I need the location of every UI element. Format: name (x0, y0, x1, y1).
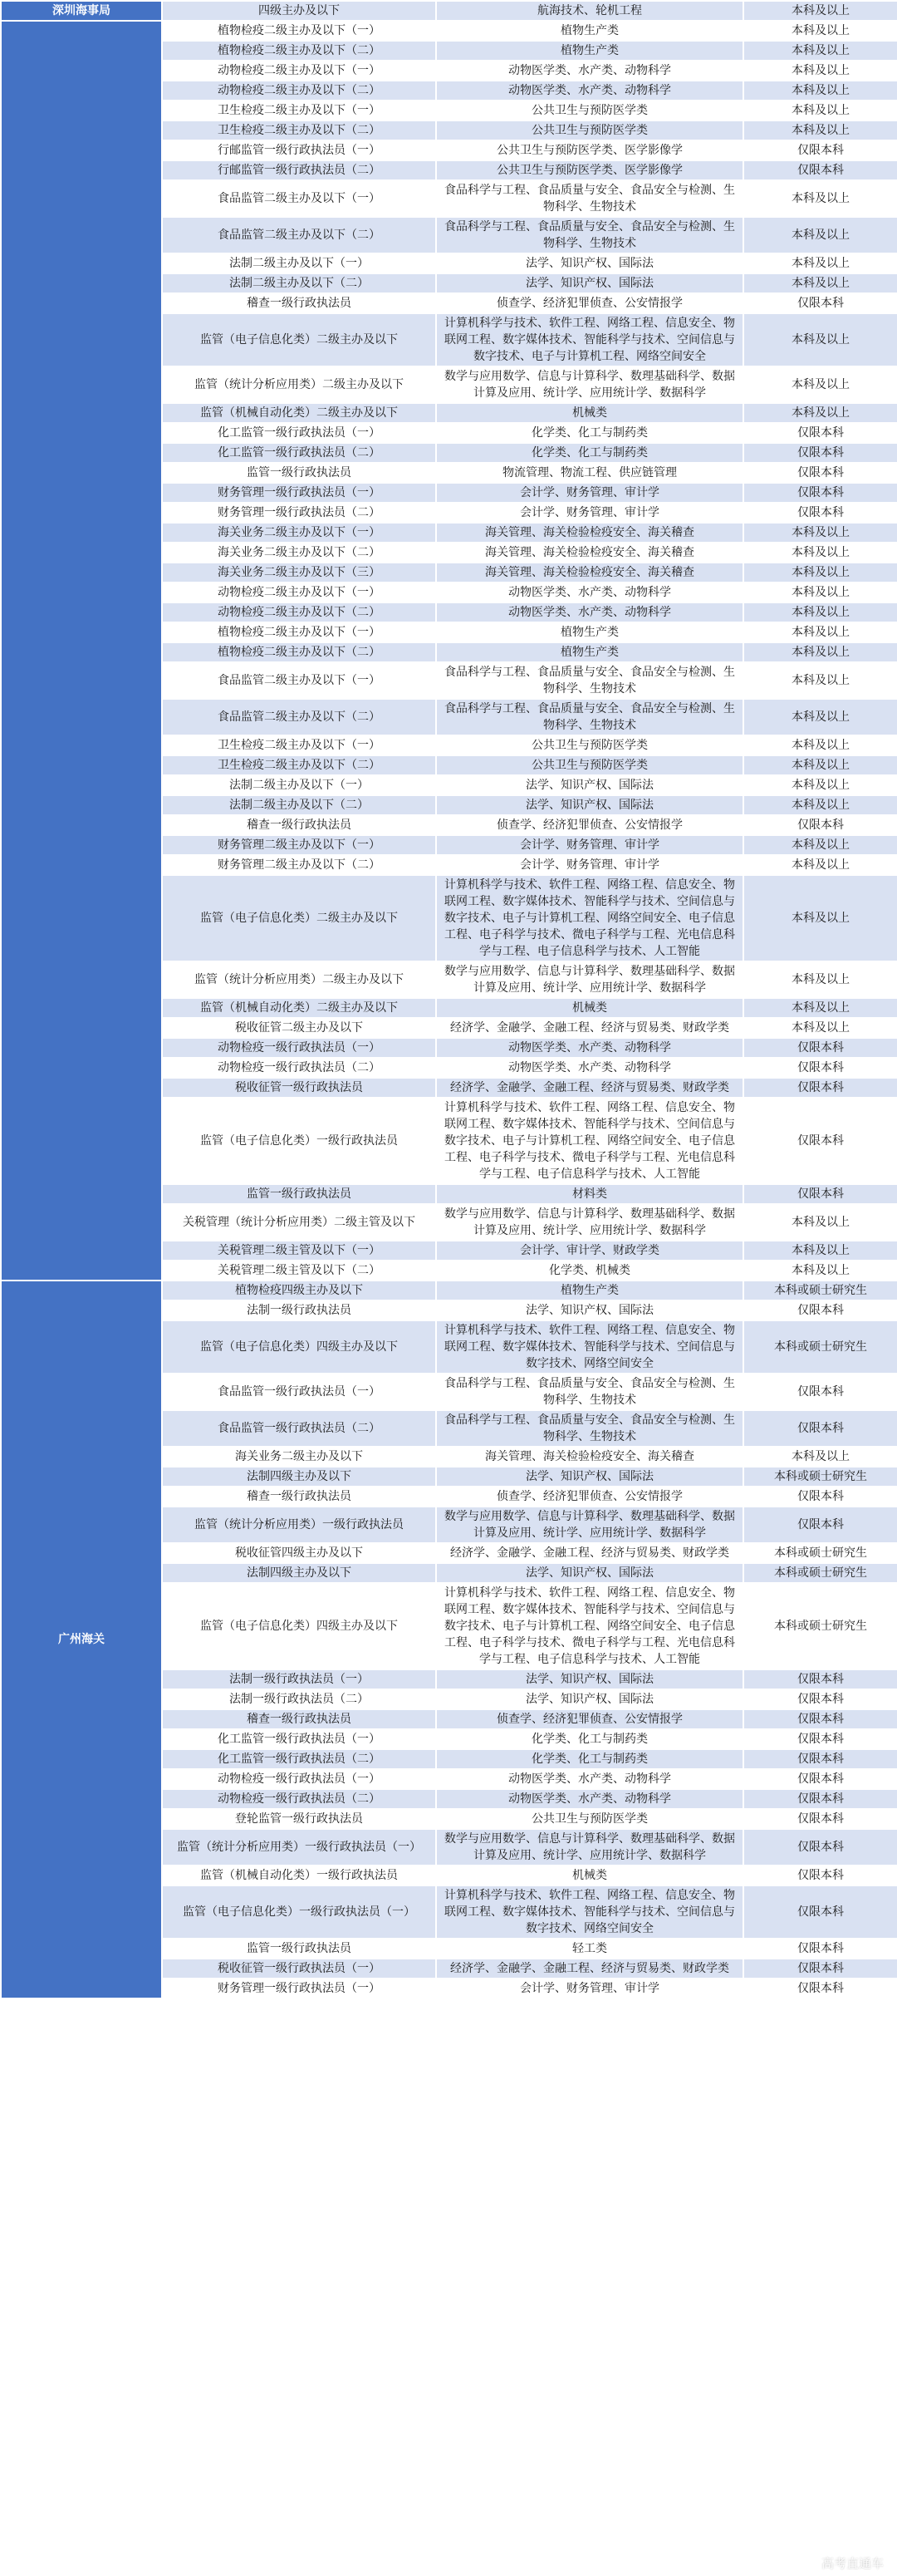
education-cell: 本科及以上 (743, 1204, 897, 1241)
major-cell: 法学、知识产权、国际法 (436, 1689, 743, 1709)
education-cell: 仅限本科 (743, 1689, 897, 1709)
position-cell: 动物检疫二级主办及以下（一） (162, 583, 436, 602)
major-cell: 法学、知识产权、国际法 (436, 273, 743, 293)
major-cell: 植物生产类 (436, 622, 743, 642)
position-cell: 监管（电子信息化类）二级主办及以下 (162, 875, 436, 961)
education-cell: 仅限本科 (743, 1410, 897, 1447)
major-cell: 食品科学与工程、食品质量与安全、食品安全与检测、生物科学、生物技术 (436, 217, 743, 253)
major-cell: 侦查学、经济犯罪侦查、公安情报学 (436, 1487, 743, 1507)
major-cell: 会计学、财务管理、审计学 (436, 1979, 743, 1998)
department-name: 深圳海事局 (1, 1, 162, 21)
major-cell: 会计学、财务管理、审计学 (436, 483, 743, 503)
major-cell: 机械类 (436, 998, 743, 1018)
position-cell: 登轮监管一级行政执法员 (162, 1809, 436, 1829)
education-cell: 仅限本科 (743, 483, 897, 503)
education-cell: 本科及以上 (743, 273, 897, 293)
position-cell: 法制二级主办及以下（一） (162, 253, 436, 273)
position-cell: 财务管理二级主办及以下（二） (162, 855, 436, 875)
major-cell: 计算机科学与技术、软件工程、网络工程、信息安全、物联网工程、数字媒体技术、智能科学与技术、空间信息与数字技术、电子与计算机工程、网络空间安全、电子信息工程、电子科学与技术、微电子科学与工程、光电信息科学与工程、电子信息科学与技术、人工智能 (436, 1098, 743, 1184)
major-cell: 材料类 (436, 1184, 743, 1204)
major-cell: 食品科学与工程、食品质量与安全、食品安全与检测、生物科学、生物技术 (436, 699, 743, 735)
position-cell: 食品监管二级主办及以下（二） (162, 217, 436, 253)
education-cell: 本科及以上 (743, 755, 897, 775)
major-cell: 化学类、化工与制药类 (436, 423, 743, 443)
position-cell: 监管（电子信息化类）四级主办及以下 (162, 1583, 436, 1669)
position-cell: 法制二级主办及以下（二） (162, 795, 436, 815)
position-cell: 监管（统计分析应用类）二级主办及以下 (162, 366, 436, 403)
position-cell: 食品监管一级行政执法员（一） (162, 1374, 436, 1410)
major-cell: 经济学、金融学、金融工程、经济与贸易类、财政学类 (436, 1078, 743, 1098)
major-cell: 法学、知识产权、国际法 (436, 1669, 743, 1689)
education-cell: 仅限本科 (743, 1058, 897, 1078)
education-cell: 本科或硕士研究生 (743, 1583, 897, 1669)
position-cell: 监管（机械自动化类）二级主办及以下 (162, 403, 436, 423)
education-cell: 本科及以上 (743, 101, 897, 120)
major-cell: 化学类、化工与制药类 (436, 1749, 743, 1769)
position-cell: 食品监管一级行政执法员（二） (162, 1410, 436, 1447)
major-cell: 物流管理、物流工程、供应链管理 (436, 463, 743, 483)
major-cell: 会计学、财务管理、审计学 (436, 855, 743, 875)
position-cell: 化工监管一级行政执法员（二） (162, 1749, 436, 1769)
education-cell: 本科及以上 (743, 41, 897, 61)
position-cell: 海关业务二级主办及以下（二） (162, 543, 436, 563)
position-cell: 法制四级主办及以下 (162, 1467, 436, 1487)
education-cell: 仅限本科 (743, 1829, 897, 1866)
department-name: 广州海关 (1, 1281, 162, 1998)
major-cell: 海关管理、海关检验检疫安全、海关稽查 (436, 543, 743, 563)
education-cell: 本科及以上 (743, 81, 897, 101)
major-cell: 计算机科学与技术、软件工程、网络工程、信息安全、物联网工程、数字媒体技术、智能科学与技术、空间信息与数字技术、电子与计算机工程、网络空间安全、电子信息工程、电子科学与技术、微电子科学与工程、光电信息科学与工程、电子信息科学与技术、人工智能 (436, 875, 743, 961)
position-cell: 海关业务二级主办及以下（三） (162, 563, 436, 583)
position-cell: 税收征管二级主办及以下 (162, 1018, 436, 1038)
major-cell: 数学与应用数学、信息与计算科学、数理基础科学、数据计算及应用、统计学、应用统计学、数据科学 (436, 1507, 743, 1543)
major-cell: 侦查学、经济犯罪侦查、公安情报学 (436, 1709, 743, 1729)
education-cell: 本科及以上 (743, 998, 897, 1018)
major-cell: 食品科学与工程、食品质量与安全、食品安全与检测、生物科学、生物技术 (436, 180, 743, 217)
position-cell: 化工监管一级行政执法员（二） (162, 443, 436, 463)
position-cell: 动物检疫二级主办及以下（一） (162, 61, 436, 81)
education-cell: 仅限本科 (743, 1769, 897, 1789)
major-cell: 法学、知识产权、国际法 (436, 775, 743, 795)
education-cell: 仅限本科 (743, 1729, 897, 1749)
major-cell: 公共卫生与预防医学类 (436, 735, 743, 755)
education-cell: 本科及以上 (743, 366, 897, 403)
education-cell: 本科或硕士研究生 (743, 1563, 897, 1583)
major-cell: 化学类、机械类 (436, 1261, 743, 1281)
education-cell: 本科及以上 (743, 120, 897, 140)
major-cell: 公共卫生与预防医学类、医学影像学 (436, 140, 743, 160)
education-cell: 仅限本科 (743, 503, 897, 523)
table-row (1, 1, 897, 21)
position-cell: 动物检疫二级主办及以下（二） (162, 81, 436, 101)
education-cell: 仅限本科 (743, 1038, 897, 1058)
major-cell: 数学与应用数学、信息与计算科学、数理基础科学、数据计算及应用、统计学、应用统计学、数据科学 (436, 1829, 743, 1866)
education-cell: 仅限本科 (743, 1939, 897, 1959)
education-cell: 本科及以上 (743, 622, 897, 642)
education-cell: 本科及以上 (743, 1261, 897, 1281)
major-cell: 植物生产类 (436, 642, 743, 662)
major-cell: 公共卫生与预防医学类 (436, 101, 743, 120)
education-cell: 本科及以上 (743, 795, 897, 815)
position-cell: 法制四级主办及以下 (162, 1563, 436, 1583)
table-row (1, 1281, 897, 1300)
major-cell: 动物医学类、水产类、动物科学 (436, 1038, 743, 1058)
position-cell: 监管（统计分析应用类）一级行政执法员 (162, 1507, 436, 1543)
major-cell: 数学与应用数学、信息与计算科学、数理基础科学、数据计算及应用、统计学、应用统计学、数据科学 (436, 366, 743, 403)
major-cell: 法学、知识产权、国际法 (436, 795, 743, 815)
position-cell: 监管一级行政执法员 (162, 463, 436, 483)
education-cell: 本科及以上 (743, 961, 897, 998)
education-cell: 仅限本科 (743, 1669, 897, 1689)
education-cell: 本科及以上 (743, 775, 897, 795)
major-cell: 食品科学与工程、食品质量与安全、食品安全与检测、生物科学、生物技术 (436, 1410, 743, 1447)
education-cell: 本科及以上 (743, 180, 897, 217)
position-cell: 财务管理一级行政执法员（一） (162, 1979, 436, 1998)
education-cell: 本科及以上 (743, 217, 897, 253)
position-cell: 动物检疫一级行政执法员（二） (162, 1058, 436, 1078)
position-cell: 关税管理二级主管及以下（一） (162, 1241, 436, 1261)
major-cell: 法学、知识产权、国际法 (436, 1467, 743, 1487)
position-cell: 植物检疫二级主办及以下（二） (162, 41, 436, 61)
position-cell: 植物检疫二级主办及以下（二） (162, 642, 436, 662)
major-cell: 航海技术、轮机工程 (436, 1, 743, 21)
education-cell: 仅限本科 (743, 1885, 897, 1939)
education-cell: 本科或硕士研究生 (743, 1543, 897, 1563)
education-cell: 本科及以上 (743, 563, 897, 583)
major-cell: 经济学、金融学、金融工程、经济与贸易类、财政学类 (436, 1018, 743, 1038)
major-cell: 经济学、金融学、金融工程、经济与贸易类、财政学类 (436, 1959, 743, 1979)
education-cell: 本科及以上 (743, 642, 897, 662)
education-cell: 本科或硕士研究生 (743, 1281, 897, 1300)
major-cell: 数学与应用数学、信息与计算科学、数理基础科学、数据计算及应用、统计学、应用统计学、数据科学 (436, 961, 743, 998)
education-cell: 仅限本科 (743, 1789, 897, 1809)
education-cell: 仅限本科 (743, 1507, 897, 1543)
education-cell: 本科及以上 (743, 699, 897, 735)
education-cell: 本科及以上 (743, 1241, 897, 1261)
position-cell: 稽查一级行政执法员 (162, 1709, 436, 1729)
position-cell: 化工监管一级行政执法员（一） (162, 1729, 436, 1749)
education-cell: 仅限本科 (743, 1184, 897, 1204)
education-cell: 仅限本科 (743, 1374, 897, 1410)
education-cell: 本科及以上 (743, 313, 897, 366)
education-cell: 本科或硕士研究生 (743, 1320, 897, 1374)
education-cell: 本科及以上 (743, 662, 897, 699)
education-cell: 本科及以上 (743, 61, 897, 81)
position-cell: 法制一级行政执法员（一） (162, 1669, 436, 1689)
position-cell: 关税管理（统计分析应用类）二级主管及以下 (162, 1204, 436, 1241)
education-cell: 仅限本科 (743, 1300, 897, 1320)
position-cell: 关税管理二级主管及以下（二） (162, 1261, 436, 1281)
education-cell: 仅限本科 (743, 1749, 897, 1769)
education-cell: 本科及以上 (743, 21, 897, 41)
major-cell: 计算机科学与技术、软件工程、网络工程、信息安全、物联网工程、数字媒体技术、智能科学与技术、空间信息与数字技术、电子与计算机工程、网络空间安全、电子信息工程、电子科学与技术、微电子科学与工程、光电信息科学与工程、电子信息科学与技术、人工智能 (436, 1583, 743, 1669)
major-cell: 经济学、金融学、金融工程、经济与贸易类、财政学类 (436, 1543, 743, 1563)
position-cell: 法制二级主办及以下（一） (162, 775, 436, 795)
major-cell: 机械类 (436, 403, 743, 423)
position-cell: 税收征管四级主办及以下 (162, 1543, 436, 1563)
major-cell: 计算机科学与技术、软件工程、网络工程、信息安全、物联网工程、数字媒体技术、智能科学与技术、空间信息与数字技术、电子与计算机工程、网络空间安全 (436, 313, 743, 366)
position-cell: 食品监管二级主办及以下（二） (162, 699, 436, 735)
major-cell: 公共卫生与预防医学类 (436, 1809, 743, 1829)
major-cell: 动物医学类、水产类、动物科学 (436, 583, 743, 602)
major-cell: 化学类、化工与制药类 (436, 443, 743, 463)
position-cell: 法制一级行政执法员（二） (162, 1689, 436, 1709)
education-cell: 本科或硕士研究生 (743, 1467, 897, 1487)
position-cell: 动物检疫二级主办及以下（二） (162, 602, 436, 622)
position-cell: 监管（机械自动化类）一级行政执法员 (162, 1866, 436, 1885)
education-cell: 仅限本科 (743, 443, 897, 463)
education-cell: 仅限本科 (743, 1098, 897, 1184)
major-cell: 化学类、化工与制药类 (436, 1729, 743, 1749)
major-cell: 会计学、财务管理、审计学 (436, 503, 743, 523)
major-cell: 计算机科学与技术、软件工程、网络工程、信息安全、物联网工程、数字媒体技术、智能科学与技术、空间信息与数字技术、网络空间安全 (436, 1320, 743, 1374)
major-cell: 动物医学类、水产类、动物科学 (436, 1058, 743, 1078)
education-cell: 仅限本科 (743, 1959, 897, 1979)
position-cell: 四级主办及以下 (162, 1, 436, 21)
position-cell: 财务管理二级主办及以下（一） (162, 835, 436, 855)
position-cell: 卫生检疫二级主办及以下（一） (162, 101, 436, 120)
position-cell: 法制二级主办及以下（二） (162, 273, 436, 293)
education-cell: 本科及以上 (743, 875, 897, 961)
education-cell: 本科及以上 (743, 403, 897, 423)
major-cell: 机械类 (436, 1866, 743, 1885)
major-cell: 轻工类 (436, 1939, 743, 1959)
education-cell: 仅限本科 (743, 1809, 897, 1829)
position-cell: 监管（统计分析应用类）二级主办及以下 (162, 961, 436, 998)
position-cell: 财务管理一级行政执法员（一） (162, 483, 436, 503)
major-cell: 会计学、审计学、财政学类 (436, 1241, 743, 1261)
position-cell: 监管（电子信息化类）四级主办及以下 (162, 1320, 436, 1374)
major-cell: 法学、知识产权、国际法 (436, 1563, 743, 1583)
education-cell: 仅限本科 (743, 1979, 897, 1998)
education-cell: 仅限本科 (743, 1709, 897, 1729)
major-cell: 数学与应用数学、信息与计算科学、数理基础科学、数据计算及应用、统计学、应用统计学、数据科学 (436, 1204, 743, 1241)
position-cell: 法制一级行政执法员 (162, 1300, 436, 1320)
major-cell: 侦查学、经济犯罪侦查、公安情报学 (436, 293, 743, 313)
major-cell: 食品科学与工程、食品质量与安全、食品安全与检测、生物科学、生物技术 (436, 1374, 743, 1410)
major-cell: 海关管理、海关检验检疫安全、海关稽查 (436, 1447, 743, 1467)
education-cell: 本科及以上 (743, 543, 897, 563)
major-cell: 植物生产类 (436, 41, 743, 61)
education-cell: 本科及以上 (743, 583, 897, 602)
position-cell: 监管（统计分析应用类）一级行政执法员（一） (162, 1829, 436, 1866)
major-cell: 会计学、财务管理、审计学 (436, 835, 743, 855)
education-cell: 本科及以上 (743, 1, 897, 21)
position-cell: 植物检疫四级主办及以下 (162, 1281, 436, 1300)
position-cell: 食品监管二级主办及以下（一） (162, 180, 436, 217)
position-cell: 稽查一级行政执法员 (162, 815, 436, 835)
education-cell: 本科及以上 (743, 253, 897, 273)
education-cell: 本科及以上 (743, 1018, 897, 1038)
education-cell: 仅限本科 (743, 293, 897, 313)
position-cell: 稽查一级行政执法员 (162, 293, 436, 313)
position-cell: 食品监管二级主办及以下（一） (162, 662, 436, 699)
position-cell: 海关业务二级主办及以下 (162, 1447, 436, 1467)
position-cell: 税收征管一级行政执法员（一） (162, 1959, 436, 1979)
position-cell: 监管（电子信息化类）一级行政执法员 (162, 1098, 436, 1184)
education-cell: 本科及以上 (743, 835, 897, 855)
position-cell: 动物检疫一级行政执法员（一） (162, 1769, 436, 1789)
major-cell: 公共卫生与预防医学类 (436, 755, 743, 775)
education-cell: 仅限本科 (743, 1078, 897, 1098)
position-cell: 税收征管一级行政执法员 (162, 1078, 436, 1098)
watermark: 高考直通车 (821, 2556, 884, 2571)
education-cell: 本科及以上 (743, 735, 897, 755)
position-cell: 监管一级行政执法员 (162, 1939, 436, 1959)
major-cell: 动物医学类、水产类、动物科学 (436, 61, 743, 81)
major-cell: 动物医学类、水产类、动物科学 (436, 1789, 743, 1809)
position-cell: 监管（机械自动化类）二级主办及以下 (162, 998, 436, 1018)
major-cell: 动物医学类、水产类、动物科学 (436, 602, 743, 622)
position-cell: 植物检疫二级主办及以下（一） (162, 622, 436, 642)
major-cell: 食品科学与工程、食品质量与安全、食品安全与检测、生物科学、生物技术 (436, 662, 743, 699)
position-cell: 海关业务二级主办及以下（一） (162, 523, 436, 543)
education-cell: 仅限本科 (743, 815, 897, 835)
education-cell: 仅限本科 (743, 140, 897, 160)
major-cell: 动物医学类、水产类、动物科学 (436, 81, 743, 101)
major-cell: 植物生产类 (436, 21, 743, 41)
department-name (1, 21, 162, 1281)
position-cell: 植物检疫二级主办及以下（一） (162, 21, 436, 41)
major-cell: 侦查学、经济犯罪侦查、公安情报学 (436, 815, 743, 835)
position-cell: 财务管理一级行政执法员（二） (162, 503, 436, 523)
position-cell: 动物检疫一级行政执法员（二） (162, 1789, 436, 1809)
major-cell: 公共卫生与预防医学类、医学影像学 (436, 160, 743, 180)
position-cell: 化工监管一级行政执法员（一） (162, 423, 436, 443)
education-cell: 本科及以上 (743, 523, 897, 543)
major-cell: 法学、知识产权、国际法 (436, 1300, 743, 1320)
major-cell: 法学、知识产权、国际法 (436, 253, 743, 273)
position-cell: 监管一级行政执法员 (162, 1184, 436, 1204)
education-cell: 仅限本科 (743, 1487, 897, 1507)
position-cell: 卫生检疫二级主办及以下（二） (162, 120, 436, 140)
education-cell: 仅限本科 (743, 463, 897, 483)
education-cell: 仅限本科 (743, 1866, 897, 1885)
major-cell: 公共卫生与预防医学类 (436, 120, 743, 140)
education-cell: 仅限本科 (743, 160, 897, 180)
education-cell: 本科及以上 (743, 855, 897, 875)
major-cell: 海关管理、海关检验检疫安全、海关稽查 (436, 563, 743, 583)
position-cell: 卫生检疫二级主办及以下（一） (162, 735, 436, 755)
education-cell: 仅限本科 (743, 423, 897, 443)
major-cell: 植物生产类 (436, 1281, 743, 1300)
major-cell: 动物医学类、水产类、动物科学 (436, 1769, 743, 1789)
position-cell: 稽查一级行政执法员 (162, 1487, 436, 1507)
education-cell: 本科及以上 (743, 602, 897, 622)
education-cell: 本科及以上 (743, 1447, 897, 1467)
position-cell: 监管（电子信息化类）二级主办及以下 (162, 313, 436, 366)
position-cell: 监管（电子信息化类）一级行政执法员（一） (162, 1885, 436, 1939)
major-cell: 海关管理、海关检验检疫安全、海关稽查 (436, 523, 743, 543)
position-cell: 行邮监管一级行政执法员（二） (162, 160, 436, 180)
table-row (1, 21, 897, 41)
major-cell: 计算机科学与技术、软件工程、网络工程、信息安全、物联网工程、数字媒体技术、智能科学与技术、空间信息与数字技术、网络空间安全 (436, 1885, 743, 1939)
position-cell: 动物检疫一级行政执法员（一） (162, 1038, 436, 1058)
position-cell: 卫生检疫二级主办及以下（二） (162, 755, 436, 775)
position-cell: 行邮监管一级行政执法员（一） (162, 140, 436, 160)
